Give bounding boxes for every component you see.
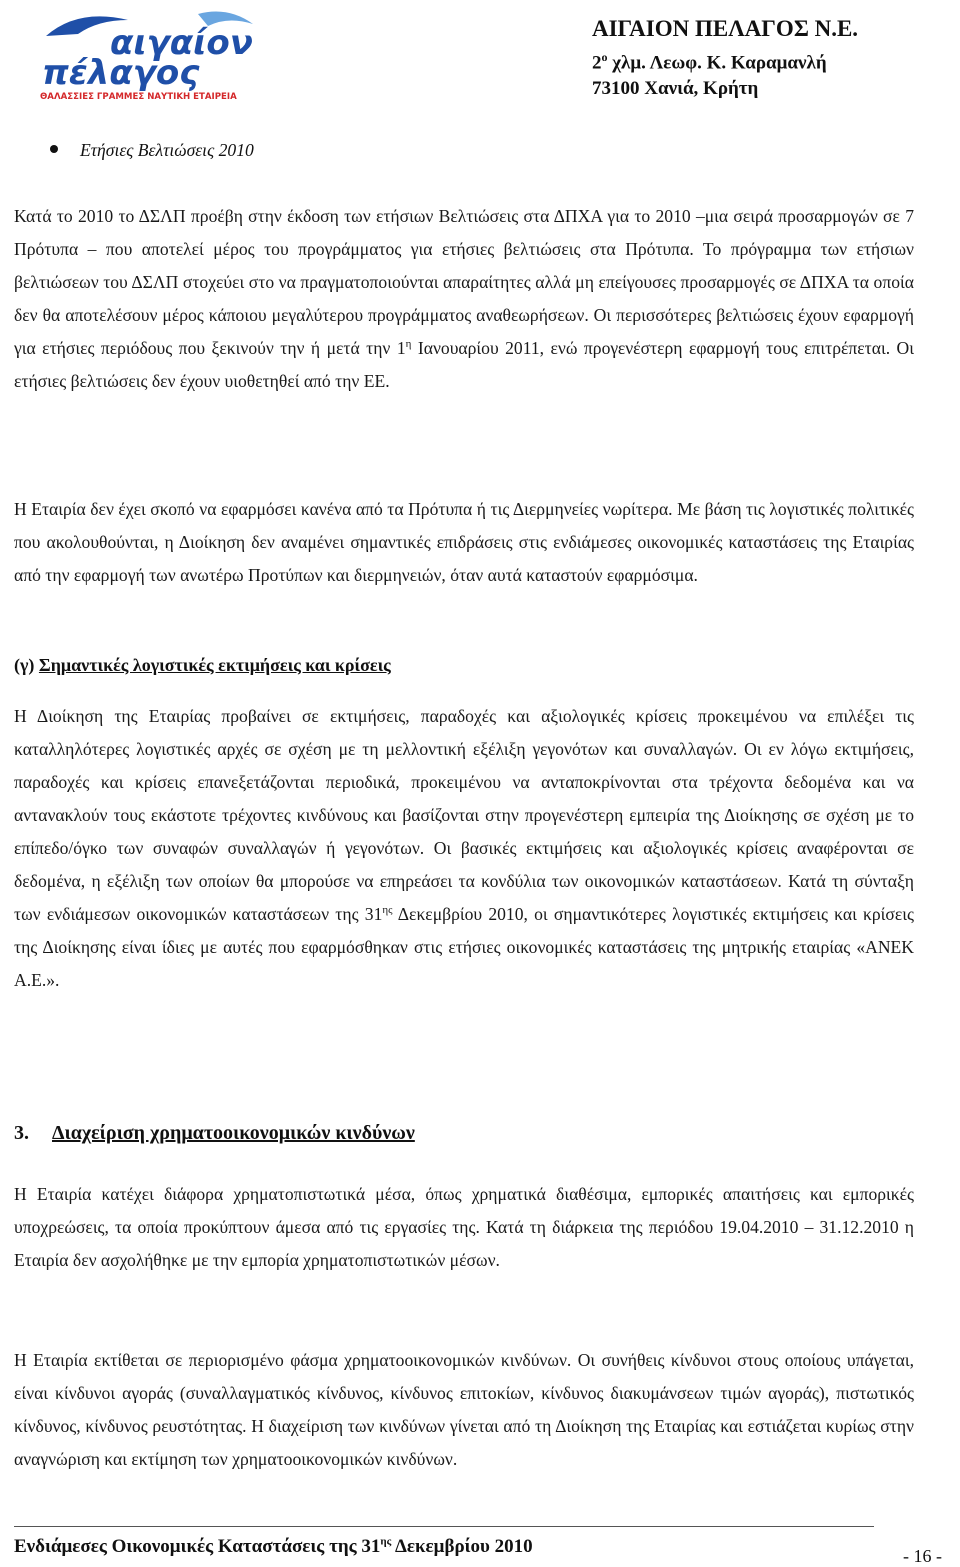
bullet-dot-icon	[50, 145, 58, 153]
logo-brand-line2: πέλαγος	[42, 53, 200, 93]
address-street: χλμ. Λεωφ. Κ. Καραμανλή	[607, 52, 827, 74]
bullet-text: Ετήσιες Βελτιώσεις 2010	[80, 140, 254, 160]
section-g-text-b: Δεκεμβρίου 2010, οι σημαντικότερες λογιστικές εκτιμήσεις και κρίσεις της Διοίκησης είναι ίδιες με αυτές που εφαρμόσθηκαν στις ετήσιες οικονομικές καταστάσεις της μητρικής εταιρίας «ΑΝΕΚ Α.Ε.».	[14, 904, 914, 990]
section-3-paragraph-2: Η Εταιρία εκτίθεται σε περιορισμένο φάσμα χρηματοοικονομικών κινδύνων. Οι συνήθεις κίνδυνοι στους οποίους υπάγεται, είναι κίνδυνοι αγοράς (συναλλαγματικός κίνδυνος, κίνδυνος επιτοκίων, κίνδυνος διακυμάνσεων τιμών αγοράς), πιστωτικός κίνδυνος, κίνδυνος ρευστότητας. Η διαχείριση των κινδύνων γίνεται από τη Διοίκηση της Εταιρίας και εστιάζεται κυρίως στην αναγνώριση και εκτίμηση των χρηματοοικονομικών κινδύνων.	[14, 1350, 914, 1469]
paragraph-1-text-b: Ιανουαρίου 2011, ενώ προγενέστερη εφαρμογή τους επιτρέπεται. Οι ετήσιες βελτιώσεις δεν έχουν υιοθετηθεί από την ΕΕ.	[14, 338, 914, 391]
section-3-body-2	[14, 1344, 914, 1476]
section-g-title: Σημαντικές λογιστικές εκτιμήσεις και κρίσεις	[38, 655, 391, 675]
paragraph-2: Η Εταιρία δεν έχει σκοπό να εφαρμόσει κανένα από τα Πρότυπα ή τις Διερμηνείες νωρίτερα. Με βάση τις λογιστικές πολιτικές που ακολουθούνται, η Διοίκηση δεν αναμένει σημαντικές επιδράσεις στις ενδιάμεσες οικονομικές καταστάσεις της Εταιρίας από την εφαρμογή των ανωτέρω Προτύπων και διερμηνειών, όταν αυτά καταστούν εφαρμόσιμα.	[14, 499, 914, 585]
section-g-heading	[14, 655, 914, 676]
footer-title-a: Ενδιάμεσες Οικονομικές Καταστάσεις της 31	[14, 1536, 381, 1557]
footer-title-superscript: ης	[380, 1535, 392, 1548]
company-city: 73100 Χανιά, Κρήτη	[592, 78, 759, 100]
logo-graphic	[38, 6, 268, 102]
section-3-heading	[14, 1122, 914, 1145]
bullet-item	[50, 140, 254, 161]
section-3-number: 3.	[14, 1122, 29, 1144]
paragraph-1-text-a: Κατά το 2010 το ΔΣΛΠ προέβη στην έκδοση των ετήσιων Βελτιώσεις στα ΔΠΧΑ για το 2010 –μια σειρά προσαρμογών σε 7 Πρότυπα – που αποτελεί μέρος του προγράμματος για ετήσιες βελτιώσεις στα Πρότυπα. Το πρόγραμμα των ετήσιων βελτιώσεων του ΔΣΛΠ στοχεύει στο να πραγματοποιούνται απαραίτητες αλλά μη επείγουσες προσαρμογές σε ΔΠΧΑ τα οποία δεν θα αποτελέσουν μέρος κάποιου μεγαλύτερου προγράμματος αναθεωρήσεων. Οι περισσότερες βελτιώσεις έχουν εφαρμογή για ετήσιες περιόδους που ξεκινούν την ή μετά την 1	[14, 206, 914, 358]
section-3-title: Διαχείριση χρηματοοικονομικών κινδύνων	[52, 1122, 415, 1144]
section-3-body-1	[14, 1178, 914, 1277]
paragraph-1	[14, 200, 914, 398]
footer-title-b: Δεκεμβρίου 2010	[391, 1536, 533, 1557]
paragraph-application	[14, 493, 914, 592]
section-3	[14, 1122, 914, 1145]
paragraph-annual-improvements	[14, 200, 914, 398]
company-address	[592, 44, 922, 76]
footer-divider	[14, 1526, 874, 1527]
section-g-superscript: ης	[382, 904, 393, 917]
company-name: ΑΙΓΑΙΟΝ ΠΕΛΑΓΟΣ Ν.Ε.	[592, 16, 859, 41]
page-number: - 16 -	[903, 1546, 942, 1566]
section-g	[14, 655, 914, 676]
paragraph-1-superscript: η	[405, 338, 412, 351]
section-g-text-a: Η Διοίκηση της Εταιρίας προβαίνει σε εκτιμήσεις, παραδοχές και αξιολογικές κρίσεις προκειμένου να επιλέξει τις καταλληλότερες λογιστικές αρχές σε σχέση με τη μελλοντική εξέλιξη γεγονότων και συναλλαγών. Οι εν λόγω εκτιμήσεις, παραδοχές και κρίσεις επανεξετάζονται περιοδικά, προκειμένου να ανταποκρίνονται στα τρέχοντα δεδομένα και να αντανακλούν τους εκάστοτε τρέχοντες κινδύνους και βασίζονται στην προγενέστερη εμπειρία της Διοίκησης σε σχέση με το επίπεδο/όγκο των συναφών συναλλαγών ή γεγονότων. Οι βασικές εκτιμήσεις και αξιολογικές κρίσεις αναφέρονται σε δεδομένα, η εξέλιξη των οποίων θα μπορούσε να επηρεάσει τα κονδύλια των οικονομικών καταστάσεων. Κατά τη σύνταξη των ενδιάμεσων οικονομικών καταστάσεων της 31	[14, 706, 914, 924]
section-3-paragraph-1: Η Εταιρία κατέχει διάφορα χρηματοπιστωτικά μέσα, όπως χρηματικά διαθέσιμα, εμπορικές απαιτήσεις και εμπορικές υποχρεώσεις, τα οποία προκύπτουν άμεσα από τις εργασίες της. Κατά τη διάρκεια της περιόδου 19.04.2010 – 31.12.2010 η Εταιρία δεν ασχολήθηκε με την εμπορία χρηματοπιστωτικών μέσων.	[14, 1184, 914, 1270]
footer-title	[14, 1536, 533, 1558]
section-g-body	[14, 700, 914, 997]
address-superscript: ο	[601, 50, 608, 64]
logo-tagline: ΘΑΛΑΣΣΙΕΣ ΓΡΑΜΜΕΣ ΝΑΥΤΙΚΗ ΕΤΑΙΡΕΙΑ	[40, 92, 237, 102]
logo-brand-line1: αιγαίον	[110, 23, 253, 63]
company-info	[592, 14, 922, 102]
section-g-label: (γ)	[14, 655, 39, 675]
company-logo	[38, 6, 268, 102]
section-g-paragraph	[14, 700, 914, 997]
address-number: 2	[592, 52, 602, 74]
